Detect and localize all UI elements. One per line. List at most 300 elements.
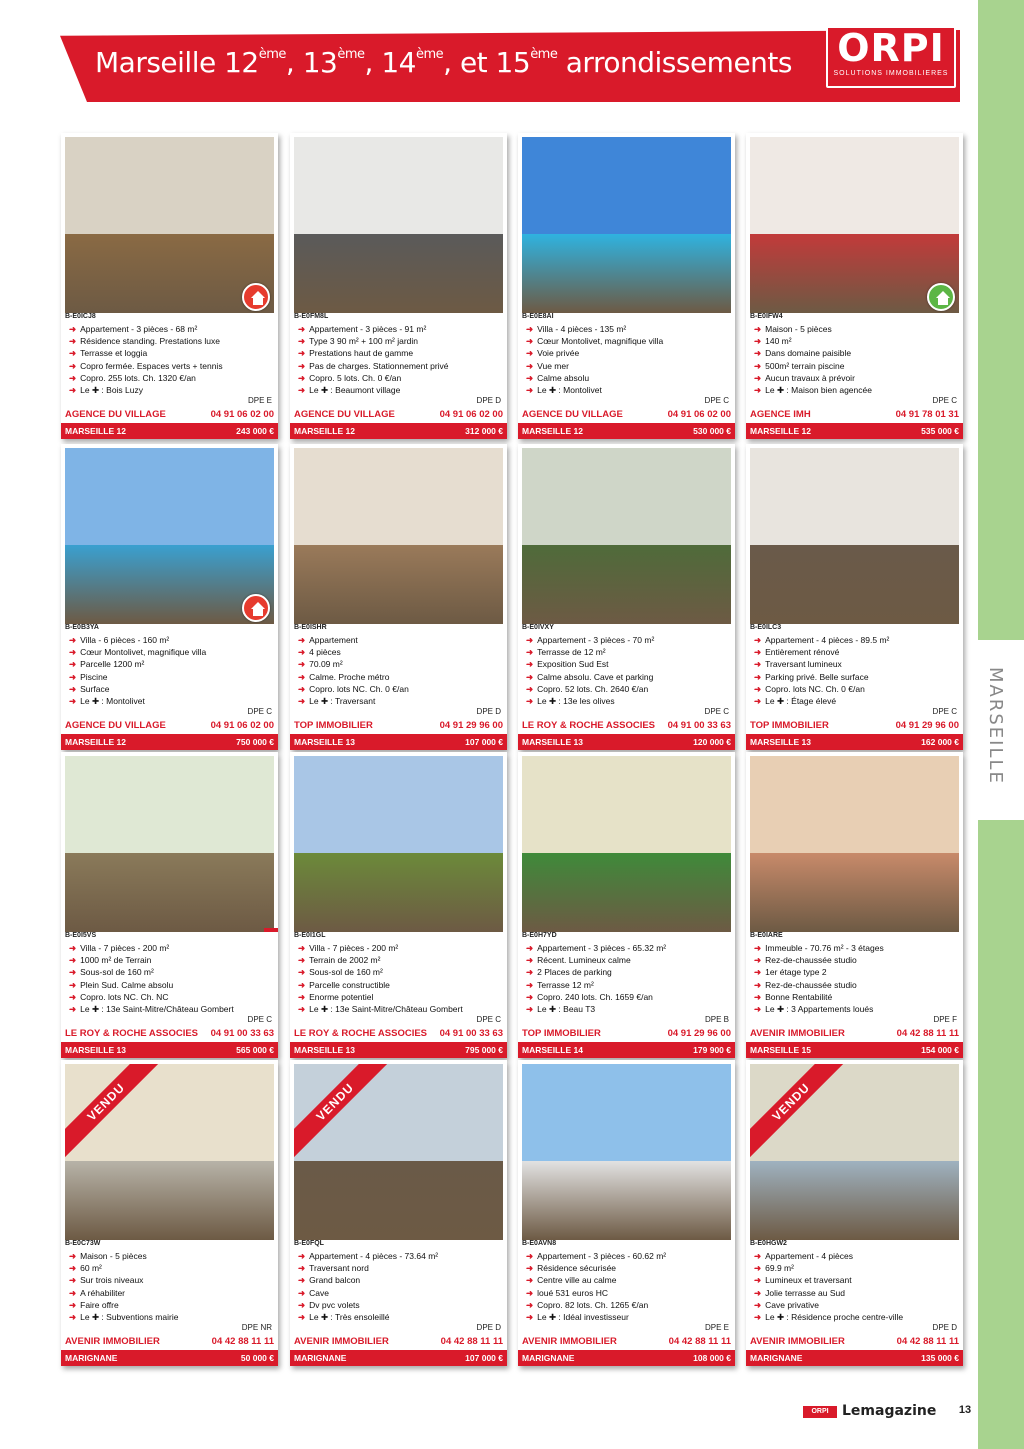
agency-name: AVENIR IMMOBILIER — [65, 1336, 160, 1347]
feature-item: ➜ Le ✚ : Très ensoleillé — [298, 1312, 390, 1323]
arrow-icon: ➜ — [298, 372, 306, 383]
orpi-logo: ORPI SOLUTIONS IMMOBILIERES — [826, 26, 956, 88]
price-bar — [746, 423, 963, 439]
listing-reference: B-E0IARE — [750, 932, 783, 939]
listing-reference: B-E0IVXY — [522, 624, 554, 631]
dpe-rating: DPE E — [247, 396, 272, 405]
arrow-icon: ➜ — [69, 336, 77, 347]
feature-item: ➜ Copro. lots NC. Ch. 0 €/an — [754, 683, 865, 694]
feature-list — [526, 1250, 726, 1323]
dpe-rating: DPE F — [933, 1015, 957, 1024]
feature-list — [526, 323, 726, 396]
listing-card[interactable] — [518, 1060, 735, 1366]
feature-item: ➜ Bonne Rentabilité — [754, 991, 833, 1002]
feature-item: ➜ Le ✚ : Étage élevé — [754, 696, 837, 707]
price-bar — [518, 734, 735, 750]
arrow-icon: ➜ — [754, 943, 762, 953]
agency-name: AVENIR IMMOBILIER — [750, 1028, 845, 1039]
feature-item: ➜ Plein Sud. Calme absolu — [69, 979, 174, 990]
arrow-icon: ➜ — [69, 1287, 77, 1298]
price-bar — [518, 1350, 735, 1366]
arrow-icon: ➜ — [526, 1299, 534, 1310]
feature-item: ➜ Le ✚ : 3 Appartements loués — [754, 1004, 874, 1015]
feature-item: ➜ 1000 m² de Terrain — [69, 955, 152, 966]
listing-price: 312 000 € — [465, 426, 503, 436]
listing-city: MARSEILLE 12 — [65, 737, 126, 747]
listing-price: 135 000 € — [921, 1353, 959, 1363]
feature-item: ➜ Le ✚ : 13e Saint-Mitre/Château Gombert — [69, 1004, 234, 1015]
listing-city: MARIGNANE — [750, 1353, 803, 1363]
feature-item: ➜ Villa - 7 pièces - 200 m² — [69, 943, 170, 953]
side-section-label: MARSEILLE — [985, 667, 1006, 785]
listing-card[interactable] — [61, 1060, 278, 1366]
arrow-icon: ➜ — [69, 385, 77, 396]
price-bar — [61, 734, 278, 750]
listing-card[interactable] — [746, 444, 963, 750]
feature-item: ➜ Aucun travaux à prévoir — [754, 372, 855, 383]
arrow-icon: ➜ — [754, 647, 762, 658]
arrow-icon: ➜ — [298, 1299, 306, 1310]
arrow-icon: ➜ — [298, 991, 306, 1002]
feature-item: ➜ Le ✚ : 13e Saint-Mitre/Château Gombert — [298, 1004, 463, 1015]
arrow-icon: ➜ — [526, 967, 534, 978]
feature-item: ➜ Copro. lots NC. Ch. NC — [69, 991, 169, 1002]
arrow-icon: ➜ — [754, 385, 762, 396]
listing-city: MARSEILLE 12 — [750, 426, 811, 436]
feature-item: ➜ Terrain de 2002 m² — [298, 955, 381, 966]
feature-item: ➜ Jolie terrasse au Sud — [754, 1287, 845, 1298]
agency-phone[interactable]: 04 42 88 11 11 — [896, 1028, 959, 1039]
feature-list — [69, 634, 269, 707]
feature-item: ➜ Surface — [69, 683, 110, 694]
arrow-icon: ➜ — [754, 683, 762, 694]
arrow-icon: ➜ — [754, 324, 762, 334]
feature-item: ➜ Traversant nord — [298, 1263, 369, 1274]
feature-item: ➜ Dv pvc volets — [298, 1299, 360, 1310]
listing-reference: B-E0FQL — [294, 1240, 324, 1247]
listing-photo — [750, 137, 959, 313]
listing-photo — [750, 1064, 959, 1240]
feature-item: ➜ Copro fermée. Espaces verts + tennis — [69, 360, 223, 371]
arrow-icon: ➜ — [69, 647, 77, 658]
listing-card[interactable] — [518, 444, 735, 750]
feature-item: ➜ Cave — [298, 1287, 329, 1298]
arrow-icon: ➜ — [754, 1275, 762, 1286]
arrow-icon: ➜ — [526, 324, 534, 334]
corner-tag — [264, 928, 278, 932]
arrow-icon: ➜ — [69, 1004, 77, 1015]
dpe-rating: DPE C — [932, 396, 957, 405]
feature-list — [754, 942, 954, 1015]
feature-list — [526, 634, 726, 707]
arrow-icon: ➜ — [526, 991, 534, 1002]
feature-item: ➜ Cœur Montolivet, magnifique villa — [526, 336, 664, 347]
agency-phone[interactable]: 04 42 88 11 11 — [668, 1336, 731, 1347]
agency-phone[interactable]: 04 91 06 02 00 — [210, 720, 274, 731]
listing-photo — [294, 756, 503, 932]
feature-item: ➜ Sous-sol de 160 m² — [69, 967, 154, 978]
arrow-icon: ➜ — [754, 696, 762, 707]
listing-photo — [65, 448, 274, 624]
agency-name: TOP IMMOBILIER — [294, 720, 373, 731]
agency-phone[interactable]: 04 42 88 11 11 — [440, 1336, 503, 1347]
arrow-icon: ➜ — [526, 1312, 534, 1323]
dpe-rating: DPE C — [932, 707, 957, 716]
feature-list — [754, 634, 954, 707]
listing-photo — [750, 756, 959, 932]
feature-item: ➜ Terrasse et loggia — [69, 348, 148, 359]
listing-price: 107 000 € — [465, 737, 503, 747]
listing-card[interactable] — [518, 133, 735, 439]
listing-price: 120 000 € — [693, 737, 731, 747]
agency-phone[interactable]: 04 91 06 02 00 — [667, 409, 731, 420]
arrow-icon: ➜ — [526, 647, 534, 658]
agency-name: AGENCE IMH — [750, 409, 811, 420]
arrow-icon: ➜ — [754, 360, 762, 371]
dpe-rating: DPE C — [247, 707, 272, 716]
arrow-icon: ➜ — [526, 385, 534, 396]
listing-city: MARSEILLE 14 — [522, 1045, 583, 1055]
arrow-icon: ➜ — [526, 671, 534, 682]
listing-card[interactable] — [746, 752, 963, 1058]
listing-price: 108 000 € — [693, 1353, 731, 1363]
listing-reference: B-E0H7YD — [522, 932, 557, 939]
agency-name: AGENCE DU VILLAGE — [294, 409, 395, 420]
feature-item: ➜ Terrasse de 12 m² — [526, 647, 606, 658]
feature-item: ➜ 140 m² — [754, 336, 792, 347]
feature-item: ➜ Villa - 7 pièces - 200 m² — [298, 943, 399, 953]
arrow-icon: ➜ — [526, 360, 534, 371]
arrow-icon: ➜ — [526, 1287, 534, 1298]
sold-ribbon: VENDU — [65, 1064, 166, 1162]
arrow-icon: ➜ — [754, 979, 762, 990]
arrow-icon: ➜ — [526, 1004, 534, 1015]
feature-list — [298, 634, 498, 707]
feature-item: ➜ Résidence sécurisée — [526, 1263, 617, 1274]
listing-price: 795 000 € — [465, 1045, 503, 1055]
sold-ribbon: VENDU — [750, 1064, 851, 1162]
feature-item: ➜ Appartement - 4 pièces - 73.64 m² — [298, 1251, 439, 1261]
feature-item: ➜ Parking privé. Belle surface — [754, 671, 869, 682]
arrow-icon: ➜ — [298, 348, 306, 359]
feature-item: ➜ Terrasse 12 m² — [526, 979, 594, 990]
feature-item: ➜ Villa - 6 pièces - 160 m² — [69, 635, 170, 645]
arrow-icon: ➜ — [69, 991, 77, 1002]
agency-phone[interactable]: 04 91 29 96 00 — [439, 720, 503, 731]
arrow-icon: ➜ — [754, 635, 762, 645]
price-bar — [61, 1042, 278, 1058]
feature-list — [298, 942, 498, 1015]
arrow-icon: ➜ — [298, 967, 306, 978]
arrow-icon: ➜ — [298, 1004, 306, 1015]
listing-card[interactable] — [61, 752, 278, 1058]
arrow-icon: ➜ — [298, 696, 306, 707]
arrow-icon: ➜ — [526, 1263, 534, 1274]
feature-item: ➜ Maison - 5 pièces — [754, 324, 832, 334]
arrow-icon: ➜ — [69, 979, 77, 990]
listing-photo — [65, 1064, 274, 1240]
price-bar — [290, 734, 507, 750]
listing-price: 750 000 € — [236, 737, 274, 747]
price-bar — [518, 1042, 735, 1058]
arrow-icon: ➜ — [526, 979, 534, 990]
feature-item: ➜ Le ✚ : Beau T3 — [526, 1004, 596, 1015]
arrow-icon: ➜ — [298, 385, 306, 396]
agency-phone[interactable]: 04 42 88 11 11 — [896, 1336, 959, 1347]
arrow-icon: ➜ — [69, 967, 77, 978]
listing-card[interactable] — [290, 1060, 507, 1366]
listing-city: MARSEILLE 13 — [294, 1045, 355, 1055]
listing-reference: B-E0I5VS — [65, 932, 97, 939]
listing-reference: B-E0AVN8 — [522, 1240, 557, 1247]
price-bar — [518, 423, 735, 439]
feature-item: ➜ Rez-de-chaussée studio — [754, 979, 857, 990]
feature-list — [298, 323, 498, 396]
feature-item: ➜ loué 531 euros HC — [526, 1287, 609, 1298]
feature-item: ➜ Appartement - 3 pièces - 70 m² — [526, 635, 655, 645]
feature-item: ➜ Calme absolu. Cave et parking — [526, 671, 654, 682]
arrow-icon: ➜ — [526, 683, 534, 694]
feature-item: ➜ Pas de charges. Stationnement privé — [298, 360, 449, 371]
listing-photo — [522, 137, 731, 313]
arrow-icon: ➜ — [69, 696, 77, 707]
arrow-icon: ➜ — [69, 955, 77, 966]
listing-price: 50 000 € — [240, 1353, 274, 1363]
feature-item: ➜ Le ✚ : 13e les olives — [526, 696, 615, 707]
arrow-icon: ➜ — [526, 1251, 534, 1261]
listing-photo — [65, 137, 274, 313]
feature-item: ➜ Entièrement rénové — [754, 647, 840, 658]
price-bar — [290, 1042, 507, 1058]
feature-item: ➜ 70.09 m² — [298, 659, 343, 670]
listing-city: MARIGNANE — [65, 1353, 118, 1363]
feature-item: ➜ Cœur Montolivet, magnifique villa — [69, 647, 207, 658]
agency-phone[interactable]: 04 91 06 02 00 — [210, 409, 274, 420]
arrow-icon: ➜ — [69, 348, 77, 359]
feature-item: ➜ Copro. 5 lots. Ch. 0 €/an — [298, 372, 402, 383]
arrow-icon: ➜ — [298, 1251, 306, 1261]
feature-item: ➜ Copro. lots NC. Ch. 0 €/an — [298, 683, 409, 694]
feature-item: ➜ Maison - 5 pièces — [69, 1251, 147, 1261]
dpe-rating: DPE C — [704, 707, 729, 716]
dpe-rating: DPE D — [476, 396, 501, 405]
feature-item: ➜ Parcelle constructible — [298, 979, 390, 990]
feature-item: ➜ Le ✚ : Bois Luzy — [69, 385, 143, 396]
arrow-icon: ➜ — [69, 635, 77, 645]
listing-price: 535 000 € — [921, 426, 959, 436]
price-bar — [61, 1350, 278, 1366]
agency-phone[interactable]: 04 91 78 01 31 — [895, 409, 959, 420]
agency-name: AVENIR IMMOBILIER — [294, 1336, 389, 1347]
feature-item: ➜ Grand balcon — [298, 1275, 361, 1286]
listing-photo — [294, 137, 503, 313]
agency-name: AVENIR IMMOBILIER — [750, 1336, 845, 1347]
agency-name: AGENCE DU VILLAGE — [65, 720, 166, 731]
feature-item: ➜ 1er étage type 2 — [754, 967, 827, 978]
feature-item: ➜ Appartement - 3 pièces - 65.32 m² — [526, 943, 667, 953]
dpe-rating: DPE C — [247, 1015, 272, 1024]
feature-item: ➜ Villa - 4 pièces - 135 m² — [526, 324, 627, 334]
feature-list — [69, 942, 269, 1015]
feature-item: ➜ Type 3 90 m² + 100 m² jardin — [298, 336, 419, 347]
feature-item: ➜ Faire offre — [69, 1299, 119, 1310]
page-number: 13 — [955, 1400, 975, 1420]
dpe-rating: DPE NR — [241, 1323, 272, 1332]
arrow-icon: ➜ — [754, 991, 762, 1002]
feature-item: ➜ Dans domaine paisible — [754, 348, 852, 359]
feature-item: ➜ Le ✚ : Maison bien agencée — [754, 385, 872, 396]
agency-name: AVENIR IMMOBILIER — [522, 1336, 617, 1347]
feature-item: ➜ Le ✚ : Résidence proche centre-ville — [754, 1312, 904, 1323]
feature-item: ➜ A réhabiliter — [69, 1287, 126, 1298]
arrow-icon: ➜ — [526, 372, 534, 383]
price-bar — [746, 1042, 963, 1058]
listing-city: MARSEILLE 13 — [65, 1045, 126, 1055]
feature-item: ➜ Appartement — [298, 635, 358, 645]
feature-item: ➜ Enorme potentiel — [298, 991, 374, 1002]
feature-item: ➜ Exposition Sud Est — [526, 659, 609, 670]
arrow-icon: ➜ — [298, 647, 306, 658]
arrow-icon: ➜ — [69, 1251, 77, 1261]
arrow-icon: ➜ — [298, 979, 306, 990]
arrow-icon: ➜ — [69, 324, 77, 334]
dpe-rating: DPE D — [932, 1323, 957, 1332]
arrow-icon: ➜ — [526, 955, 534, 966]
arrow-icon: ➜ — [69, 360, 77, 371]
listing-city: MARIGNANE — [522, 1353, 575, 1363]
listing-photo — [522, 448, 731, 624]
feature-item: ➜ Piscine — [69, 671, 108, 682]
feature-item: ➜ Copro. 52 lots. Ch. 2640 €/an — [526, 683, 649, 694]
dpe-rating: DPE D — [476, 707, 501, 716]
arrow-icon: ➜ — [69, 1275, 77, 1286]
listing-price: 565 000 € — [236, 1045, 274, 1055]
listing-photo — [294, 448, 503, 624]
listing-price: 530 000 € — [693, 426, 731, 436]
arrow-icon: ➜ — [526, 943, 534, 953]
listing-reference: B-E0C73W — [65, 1240, 101, 1247]
arrow-icon: ➜ — [69, 372, 77, 383]
feature-list — [69, 1250, 269, 1323]
price-bar — [746, 734, 963, 750]
listing-price: 154 000 € — [921, 1045, 959, 1055]
feature-list — [754, 1250, 954, 1323]
price-bar — [290, 423, 507, 439]
listing-card[interactable] — [61, 133, 278, 439]
arrow-icon: ➜ — [69, 1299, 77, 1310]
listing-reference: B-E0ISHR — [294, 624, 327, 631]
listing-reference: B-E0E8AI — [522, 313, 554, 320]
agency-phone[interactable]: 04 91 00 33 63 — [439, 1028, 503, 1039]
listing-card[interactable] — [518, 752, 735, 1058]
arrow-icon: ➜ — [298, 683, 306, 694]
feature-item: ➜ Copro. 240 lots. Ch. 1659 €/an — [526, 991, 653, 1002]
agency-phone[interactable]: 04 91 29 96 00 — [667, 1028, 731, 1039]
feature-item: ➜ Traversant lumineux — [754, 659, 842, 670]
agency-phone[interactable]: 04 91 00 33 63 — [667, 720, 731, 731]
listing-city: MARSEILLE 13 — [750, 737, 811, 747]
arrow-icon: ➜ — [526, 336, 534, 347]
arrow-icon: ➜ — [298, 671, 306, 682]
feature-item: ➜ Sur trois niveaux — [69, 1275, 144, 1286]
agency-phone[interactable]: 04 42 88 11 11 — [211, 1336, 274, 1347]
arrow-icon: ➜ — [754, 671, 762, 682]
listing-reference: B-E0FM8L — [294, 313, 329, 320]
feature-item: ➜ Le ✚ : Idéal investisseur — [526, 1312, 629, 1323]
listing-price: 243 000 € — [236, 426, 274, 436]
price-bar — [746, 1350, 963, 1366]
arrow-icon: ➜ — [526, 659, 534, 670]
arrow-icon: ➜ — [298, 1275, 306, 1286]
agency-phone[interactable]: 04 91 06 02 00 — [439, 409, 503, 420]
feature-item: ➜ Appartement - 3 pièces - 91 m² — [298, 324, 427, 334]
listing-price: 107 000 € — [465, 1353, 503, 1363]
feature-item: ➜ 69.9 m² — [754, 1263, 794, 1274]
listing-card[interactable] — [290, 752, 507, 1058]
listing-city: MARSEILLE 13 — [294, 737, 355, 747]
arrow-icon: ➜ — [298, 324, 306, 334]
arrow-icon: ➜ — [754, 1299, 762, 1310]
listing-card[interactable] — [290, 444, 507, 750]
arrow-icon: ➜ — [298, 360, 306, 371]
listing-card[interactable] — [61, 444, 278, 750]
feature-item: ➜ Parcelle 1200 m² — [69, 659, 145, 670]
listing-photo — [294, 1064, 503, 1240]
arrow-icon: ➜ — [754, 1263, 762, 1274]
feature-item: ➜ 4 pièces — [298, 647, 341, 658]
agency-name: AGENCE DU VILLAGE — [65, 409, 166, 420]
arrow-icon: ➜ — [298, 955, 306, 966]
arrow-icon: ➜ — [69, 1263, 77, 1274]
listing-price: 162 000 € — [921, 737, 959, 747]
arrow-icon: ➜ — [754, 967, 762, 978]
feature-item: ➜ Prestations haut de gamme — [298, 348, 414, 359]
feature-item: ➜ Le ✚ : Montolivet — [526, 385, 602, 396]
arrow-icon: ➜ — [69, 943, 77, 953]
agency-phone[interactable]: 04 91 29 96 00 — [895, 720, 959, 731]
feature-item: ➜ Appartement - 4 pièces - 89.5 m² — [754, 635, 890, 645]
feature-list — [298, 1250, 498, 1323]
feature-item: ➜ Le ✚ : Beaumont village — [298, 385, 401, 396]
arrow-icon: ➜ — [69, 659, 77, 670]
footer-orpi-logo: ORPI — [803, 1406, 837, 1418]
agency-name: LE ROY & ROCHE ASSOCIES — [522, 720, 656, 731]
listing-city: MARSEILLE 12 — [522, 426, 583, 436]
dpe-rating: DPE C — [704, 396, 729, 405]
feature-item: ➜ Le ✚ : Montolivet — [69, 696, 145, 707]
feature-item: ➜ Voie privée — [526, 348, 580, 359]
listing-reference: B-E0ILC3 — [750, 624, 782, 631]
arrow-icon: ➜ — [298, 659, 306, 670]
feature-list — [526, 942, 726, 1015]
price-bar — [61, 423, 278, 439]
feature-list — [754, 323, 954, 396]
arrow-icon: ➜ — [69, 671, 77, 682]
arrow-icon: ➜ — [298, 1263, 306, 1274]
agency-phone[interactable]: 04 91 00 33 63 — [210, 1028, 274, 1039]
agency-name: LE ROY & ROCHE ASSOCIES — [65, 1028, 199, 1039]
arrow-icon: ➜ — [754, 1004, 762, 1015]
feature-item: ➜ Le ✚ : Subventions mairie — [69, 1312, 179, 1323]
feature-item: ➜ Cave privative — [754, 1299, 819, 1310]
listing-card[interactable] — [290, 133, 507, 439]
arrow-icon: ➜ — [754, 659, 762, 670]
listing-card[interactable] — [746, 133, 963, 439]
feature-item: ➜ Lumineux et traversant — [754, 1275, 852, 1286]
house-icon — [242, 594, 270, 622]
arrow-icon: ➜ — [526, 348, 534, 359]
listing-card[interactable] — [746, 1060, 963, 1366]
